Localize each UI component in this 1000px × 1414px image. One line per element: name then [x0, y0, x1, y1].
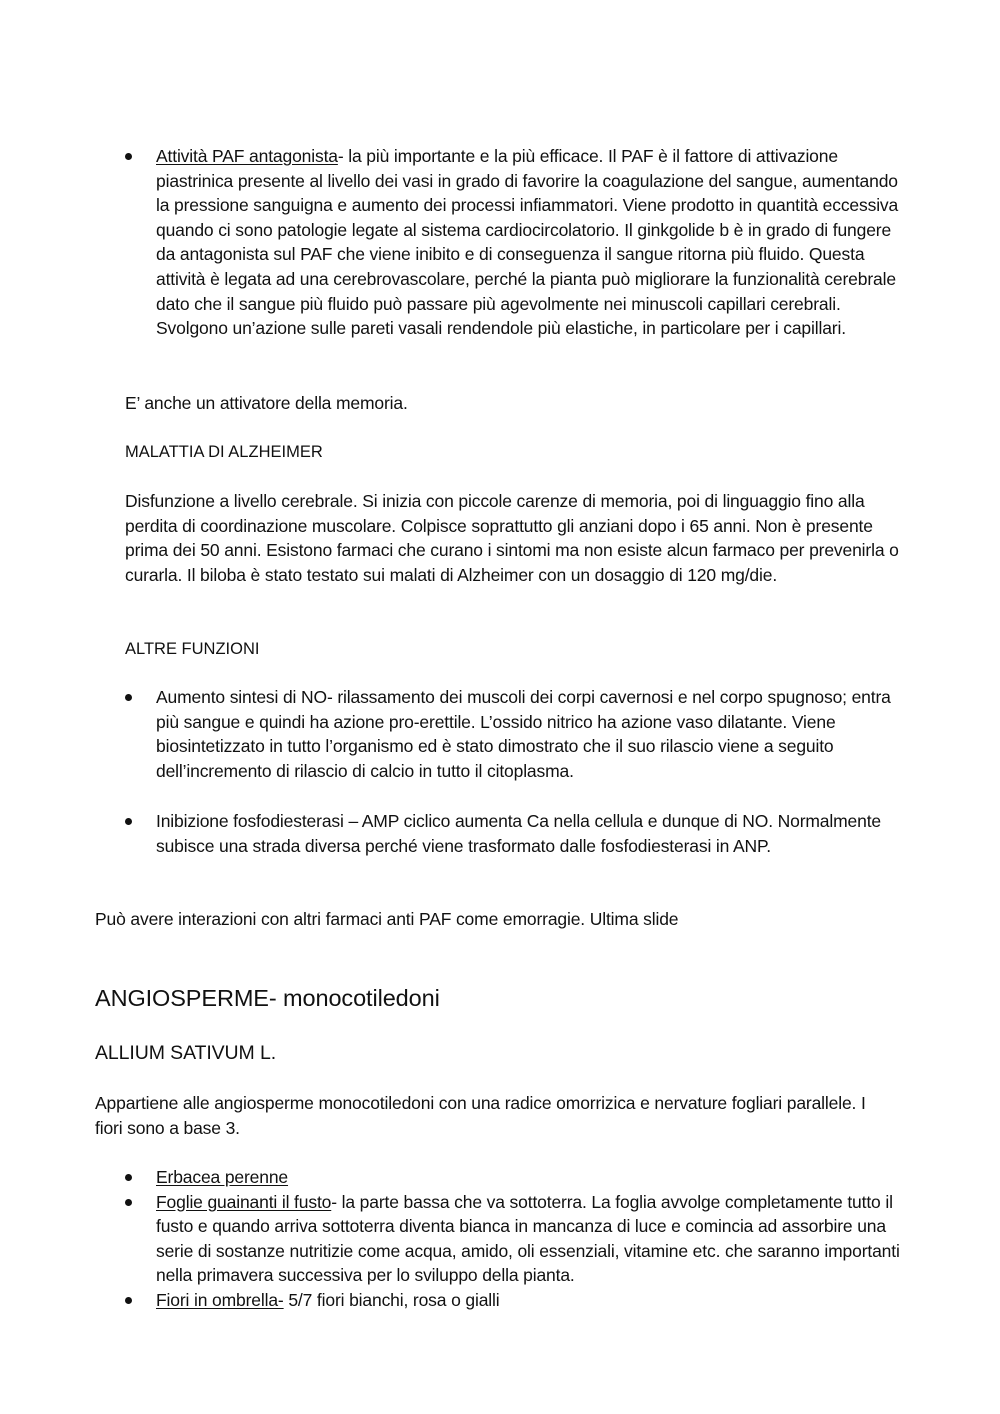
- fiori-text: 5/7 fiori bianchi, rosa o gialli: [283, 1289, 500, 1310]
- allium-list: [125, 1165, 905, 1313]
- list-item: [125, 809, 905, 858]
- memory-line: E’ anche un attivatore della memoria.: [125, 393, 408, 413]
- bullet-icon: [125, 818, 132, 825]
- allium-heading: ALLIUM SATIVUM L.: [95, 1042, 277, 1064]
- paf-antagonist-title: Attività PAF antagonista: [156, 146, 338, 166]
- phosphodiesterase-text: Inibizione fosfodiesterasi – AMP ciclico aumenta Ca nella cellula e dunque di NO. Normalmente subisce una strada diversa perché viene trasformato dalle fosfodiesterasi in ANP.: [156, 811, 882, 856]
- fiori-title: Fiori in ombrella-: [156, 1289, 284, 1310]
- paf-antagonist-text: - la più importante e la più efficace. Il PAF è il fattore di attivazione piastrinica presente al livello dei vasi in grado di favorire la coagulazione del sangue, aumentando la pressione sanguigna e aumento dei processi infiammatori. Viene prodotto in quantità eccessiva quando ci sono patologie legate al sistema cardiocircolatorio. Il ginkgolide b è in grado di fungere da antagonista sul PAF che viene inibito e di conseguenza il sangue ritorna più fluido. Questa attività è legata ad una cerebrovascolare, perché la pianta può migliorare la funzionalità cerebrale dato che il sangue più fluido può passare più agevolmente nei minuscoli capillari cerebrali. Svolgono un’azione sulle pareti vasali rendendole più elastiche, in particolare per i capillari.: [156, 146, 899, 339]
- interactions-line: Può avere interazioni con altri farmaci anti PAF come emorragie. Ultima slide: [95, 909, 679, 929]
- foglie-text: - la parte bassa che va sottoterra. La foglia avvolge completamente tutto il fusto e quando arriva sottoterra diventa bianca in mancanza di luce e comincia ad assorbire una serie di sostanze nutritizie come acqua, amido, oli essenziali, vitamine etc. che saranno importanti nella primavera successiva per lo sviluppo della pianta.: [156, 1191, 900, 1286]
- bullet-icon: [125, 1199, 132, 1206]
- list-item: [125, 1288, 905, 1313]
- allium-intro: Appartiene alle angiosperme monocotiledoni con una radice omorrizica e nervature fogliari parallele. I fiori sono a base 3.: [95, 1093, 866, 1138]
- foglie-title: Foglie guainanti il fusto: [156, 1191, 332, 1212]
- other-functions-list: [125, 685, 905, 783]
- bullet-icon: [125, 694, 132, 701]
- phosphodiesterase-list: [125, 809, 905, 858]
- bullet-icon: [125, 1297, 132, 1304]
- list-item: [125, 144, 905, 341]
- list-item: [125, 1165, 905, 1190]
- no-synthesis-text: Aumento sintesi di NO- rilassamento dei muscoli dei corpi cavernosi e nel corpo spugnoso; entra più sangue e quindi ha azione pro-erettile. L’ossido nitrico ha azione vaso dilatante. Viene biosintetizzato in tutto l’organismo ed è stato dimostrato che il suo rilascio viene a seguito dell’incremento di rilascio di calcio in tutto il citoplasma.: [156, 687, 891, 781]
- paf-list: [125, 144, 905, 341]
- bullet-icon: [125, 153, 132, 160]
- other-functions-heading: ALTRE FUNZIONI: [125, 640, 260, 658]
- erbacea-title: Erbacea perenne: [156, 1167, 289, 1187]
- angiosperms-heading: ANGIOSPERME- monocotiledoni: [95, 985, 440, 1011]
- alzheimer-heading: MALATTIA DI ALZHEIMER: [125, 443, 323, 461]
- alzheimer-paragraph: Disfunzione a livello cerebrale. Si inizia con piccole carenze di memoria, poi di linguaggio fino alla perdita di coordinazione muscolare. Colpisce soprattutto gli anziani dopo i 65 anni. Non è presente prima dei 50 anni. Esistono farmaci che curano i sintomi ma non esiste alcun farmaco per prevenirla o curarla. Il biloba è stato testato sui malati di Alzheimer con un dosaggio di 120 mg/die.: [125, 491, 899, 585]
- list-item: [125, 685, 905, 783]
- list-item: [125, 1190, 905, 1288]
- bullet-icon: [125, 1174, 132, 1181]
